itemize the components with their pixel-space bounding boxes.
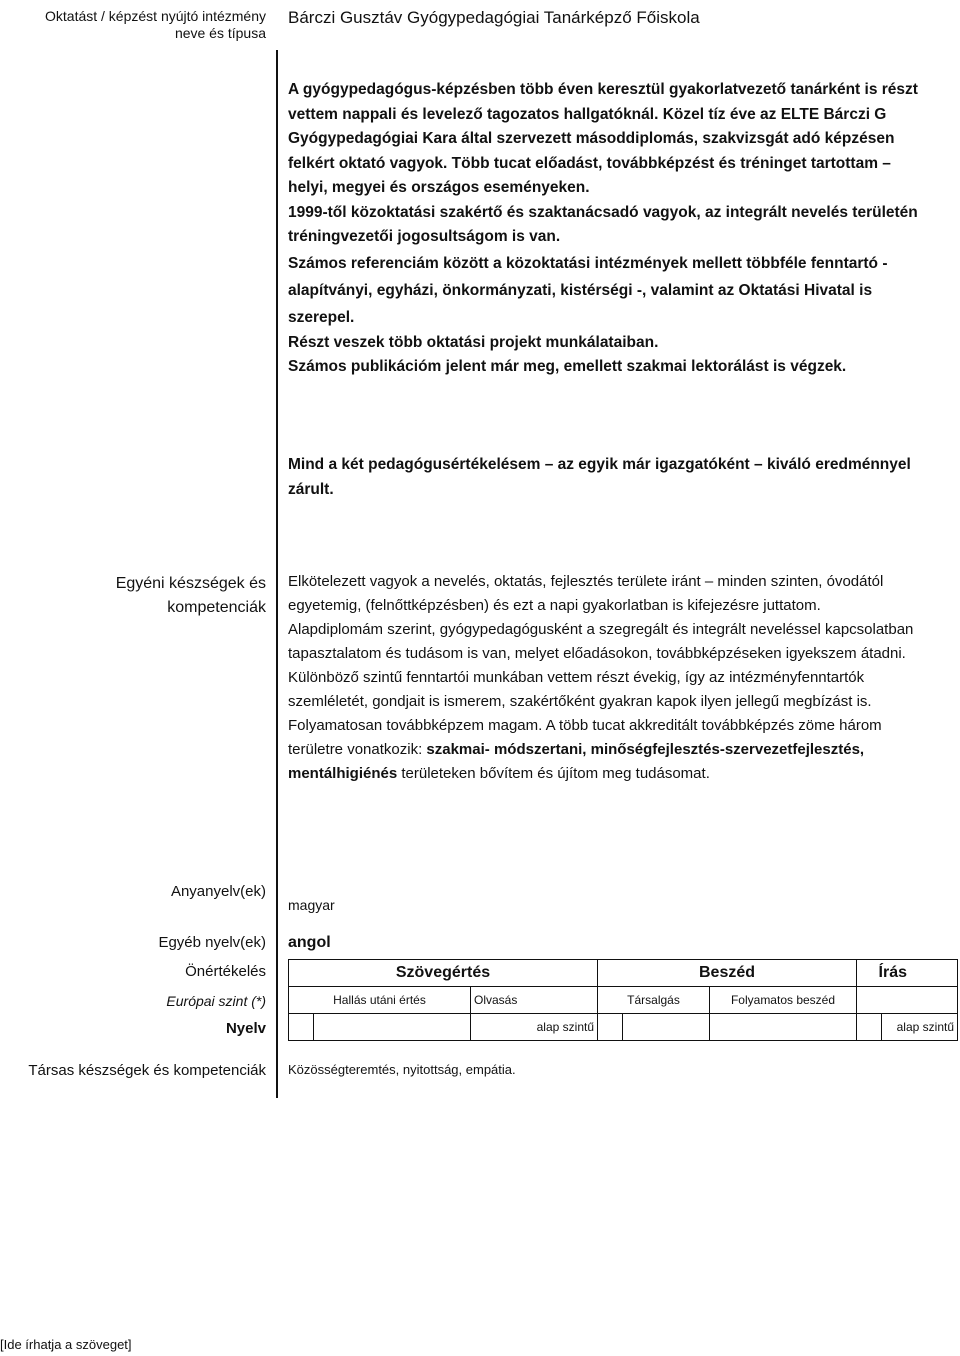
subheader-listening: Hallás utáni értés <box>289 987 471 1014</box>
label-self-assessment: Önértékelés <box>185 963 266 980</box>
skills-block <box>288 570 938 786</box>
subheader-production: Folyamatos beszéd <box>710 987 857 1014</box>
level-writing: alap szintű <box>882 1014 958 1041</box>
subheader-reading: Olvasás <box>471 987 598 1014</box>
institution-name: Bárczi Gusztáv Gyógypedagógiai Tanárképző Főiskola <box>288 8 700 27</box>
label-other-languages: Egyéb nyelv(ek) <box>158 934 266 951</box>
skills-paragraph: Elkötelezett vagyok a nevelés, oktatás, fejlesztés területe iránt – minden szinten, óvodától egyetemig, (felnőttképzésben) és ezt a napi gyakorlatban is kifejezésre juttatom. <box>288 573 884 614</box>
label-social-skills: Társas készségek és kompetenciák <box>28 1062 266 1079</box>
label-institution-line1: Oktatást / képzést nyújtó intézmény <box>45 8 266 24</box>
label-institution-line2: neve és típusa <box>174 25 266 41</box>
experience-paragraph: Számos referenciám között a közoktatási intézmények mellett többféle fenntartó - alapítványi, egyházi, önkormányzati, kistérségi -, valamint az Oktatási Hivatal is szerepel. <box>288 254 888 326</box>
label-mother-tongue: Anyanyelv(ek) <box>170 883 266 900</box>
subheader-writing-empty <box>857 987 958 1014</box>
table-cell <box>289 1014 314 1041</box>
subheader-interaction: Társalgás <box>598 987 710 1014</box>
table-cell <box>598 1014 623 1041</box>
skills-paragraph <box>288 714 938 786</box>
skills-text: Folyamatosan továbbképzem magam. A több tucat akkreditált továbbképzés zöme három területre vonatkozik: <box>288 717 882 758</box>
evaluation-paragraph: Mind a két pedagógusértékelésem – az egyik már igazgatóként – kiváló eredménnyel zárult. <box>288 456 911 498</box>
table-cell <box>857 1014 882 1041</box>
label-language: Nyelv <box>225 1020 266 1037</box>
experience-block <box>288 78 928 380</box>
table-cell <box>314 1014 471 1041</box>
experience-paragraph: 1999-től közoktatási szakértő és szaktanácsadó vagyok, az integrált nevelés területén tréningvezetői jogosultságom is van. <box>288 203 918 245</box>
experience-paragraph: A gyógypedagógus-képzésben több éven keresztül gyakorlatvezető tanárként is részt vettem nappali és levelező tagozatos hallgatóknál. Közel tíz éve az ELTE Bárczi G Gyógypedagógiai Kara által szervezett másoddiplomás, szakvizsgát adó képzésen felkért oktató vagyok. Több tucat előadást, továbbképzést és tréninget tartottam – helyi, megyei és országos eseményeken. <box>288 81 918 196</box>
table-cell <box>623 1014 710 1041</box>
skills-paragraph: Alapdiplomám szerint, gyógypedagógusként a szegregált és integrált neveléssel kapcsolatban tapasztalatom és tudásom is van, melyet előadásokon, továbbképzéseken igyekszem átadni. Különböző szintű fenntartói munkában vettem részt évekig, így az intézményfenntartók szemléletét, gondjait is ismerem, szakértőként gyakran kapok ilyen jellegű megbízást is. <box>288 621 914 710</box>
mother-tongue-value: magyar <box>288 897 335 913</box>
other-language-value: angol <box>288 934 331 951</box>
table-row <box>289 1014 958 1041</box>
skills-text: területeken bővítem és újítom meg tudásomat. <box>397 765 710 782</box>
footer-placeholder[interactable]: [Ide írhatja a szöveget] <box>0 1337 132 1352</box>
label-european-level: Európai szint (*) <box>166 993 266 1009</box>
social-skills-value: Közösségteremtés, nyitottság, empátia. <box>288 1062 516 1077</box>
header-understanding: Szövegértés <box>289 960 598 987</box>
label-skills-line1: Egyéni készségek és <box>115 575 266 592</box>
header-speaking: Beszéd <box>598 960 857 987</box>
experience-paragraph: Részt veszek több oktatási projekt munkálataiban. <box>288 333 659 351</box>
language-assessment-table <box>288 959 958 1041</box>
label-skills-line2: kompetenciák <box>167 599 266 616</box>
label-institution <box>0 8 266 42</box>
label-skills <box>0 572 266 620</box>
column-divider <box>276 50 278 1098</box>
experience-paragraph: Számos publikációm jelent már meg, emellett szakmai lektorálást is végzek. <box>288 358 847 375</box>
level-reading: alap szintű <box>471 1014 598 1041</box>
table-row <box>289 987 958 1014</box>
header-writing: Írás <box>857 960 958 987</box>
table-row <box>289 960 958 987</box>
skills-areas: szakmai- módszertani, minőségfejlesztés-szervezetfejlesztés, mentálhigiénés <box>288 741 865 782</box>
table-cell <box>710 1014 857 1041</box>
